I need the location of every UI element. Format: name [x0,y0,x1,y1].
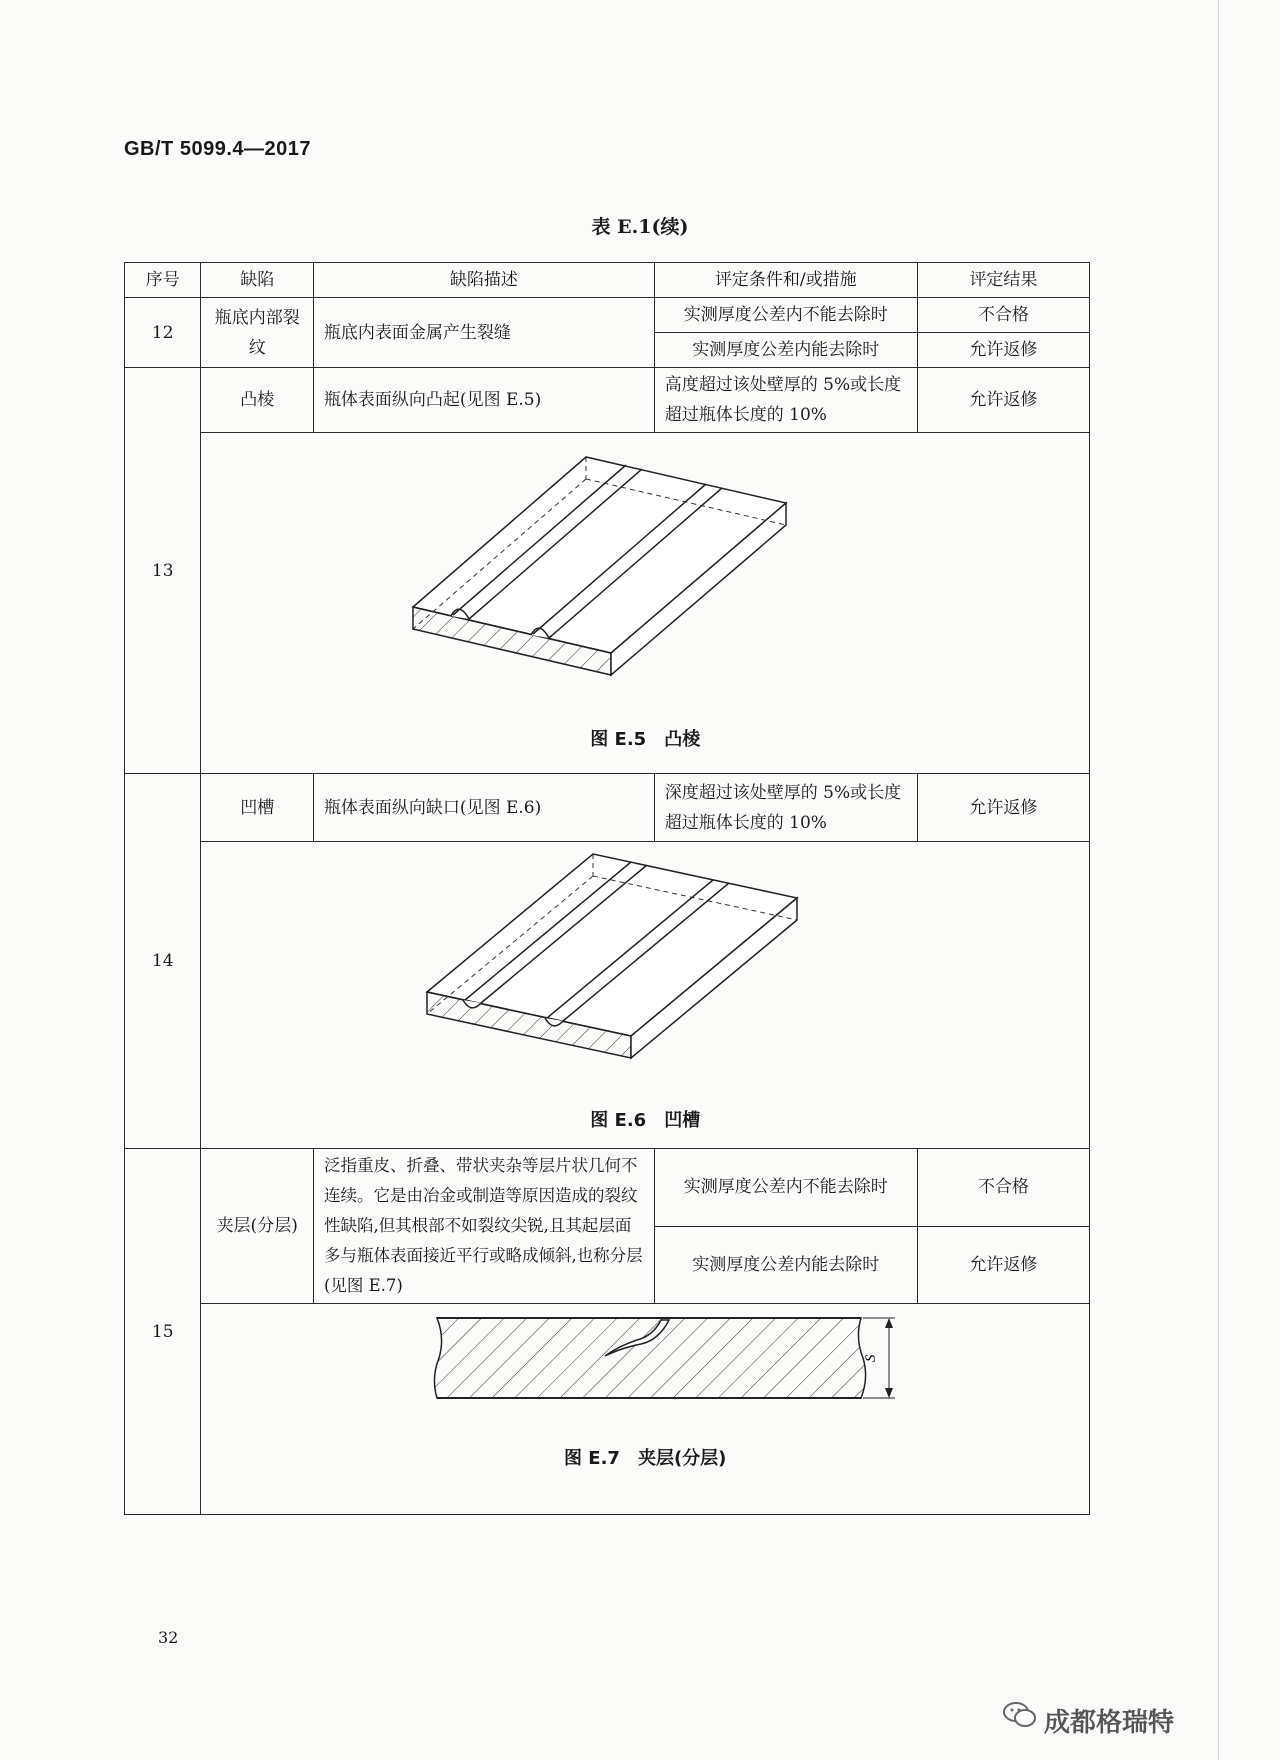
row-number: 12 [125,298,201,368]
row-number: 14 [125,774,201,1149]
figure-caption: 图 E.7 夹层(分层) [564,1448,727,1469]
figure-cell [201,433,1090,774]
thickness-label: S [863,1354,880,1362]
result-cell: 允许返修 [917,333,1089,368]
result-cell: 不合格 [917,1149,1089,1227]
table-row-13 [125,368,1090,433]
defect-description: 泛指重皮、折叠、带状夹杂等层片状几何不连续。它是由冶金或制造等原因造成的裂纹性缺陷,但其根部不如裂纹尖锐,且其起层面多与瓶体表面接近平行或略成倾斜,也称分层(见图 E.7) [313,1149,654,1304]
result-cell: 允许返修 [917,1226,1089,1304]
table-header-row [125,263,1090,298]
column-header-description: 缺陷描述 [313,263,654,298]
defect-name: 瓶底内部裂纹 [201,298,313,368]
condition-cell: 高度超过该处壁厚的 5%或长度超过瓶体长度的 10% [654,368,917,433]
defect-name: 凸棱 [201,368,313,433]
defect-name: 夹层(分层) [201,1149,313,1304]
defect-description: 瓶底内表面金属产生裂缝 [313,298,654,368]
defect-name: 凹槽 [201,774,313,842]
page-number: 32 [158,1628,179,1647]
column-header-defect: 缺陷 [201,263,313,298]
condition-cell: 实测厚度公差内能去除时 [654,1226,917,1304]
figure-row-15 [125,1304,1090,1515]
ridge-diagram [201,433,1099,773]
standard-number: GB/T 5099.4—2017 [124,138,311,160]
condition-cell: 深度超过该处壁厚的 5%或长度超过瓶体长度的 10% [654,774,917,842]
lamination-diagram [201,1304,1099,1514]
table-row-15 [125,1149,1090,1227]
table-row-12 [125,298,1090,333]
wechat-icon [1002,1700,1038,1730]
result-cell: 允许返修 [917,368,1089,433]
defect-description: 瓶体表面纵向凸起(见图 E.5) [313,368,654,433]
figure-e6 [201,842,1089,1148]
figure-cell [201,842,1090,1149]
watermark-text: 成都格瑞特 [1044,1708,1175,1738]
figure-caption: 图 E.5 凸棱 [590,729,701,750]
figure-row-14 [125,842,1090,1149]
column-header-result: 评定结果 [917,263,1089,298]
defect-description: 瓶体表面纵向缺口(见图 E.6) [313,774,654,842]
margin-line [1218,0,1219,1760]
condition-cell: 实测厚度公差内能去除时 [654,333,917,368]
groove-diagram [201,842,1099,1148]
figure-e7 [201,1304,1089,1514]
figure-caption: 图 E.6 凹槽 [590,1110,701,1131]
column-header-no: 序号 [125,263,201,298]
condition-cell: 实测厚度公差内不能去除时 [654,1149,917,1227]
figure-e5 [201,433,1089,773]
table-row-14 [125,774,1090,842]
row-number: 15 [125,1149,201,1515]
figure-cell [201,1304,1090,1515]
row-number: 13 [125,368,201,774]
column-header-conditions: 评定条件和/或措施 [654,263,917,298]
condition-cell: 实测厚度公差内不能去除时 [654,298,917,333]
defect-table [124,262,1090,1515]
figure-row-13 [125,433,1090,774]
result-cell: 不合格 [917,298,1089,333]
table-caption: 表 E.1(续) [591,216,689,238]
result-cell: 允许返修 [917,774,1089,842]
